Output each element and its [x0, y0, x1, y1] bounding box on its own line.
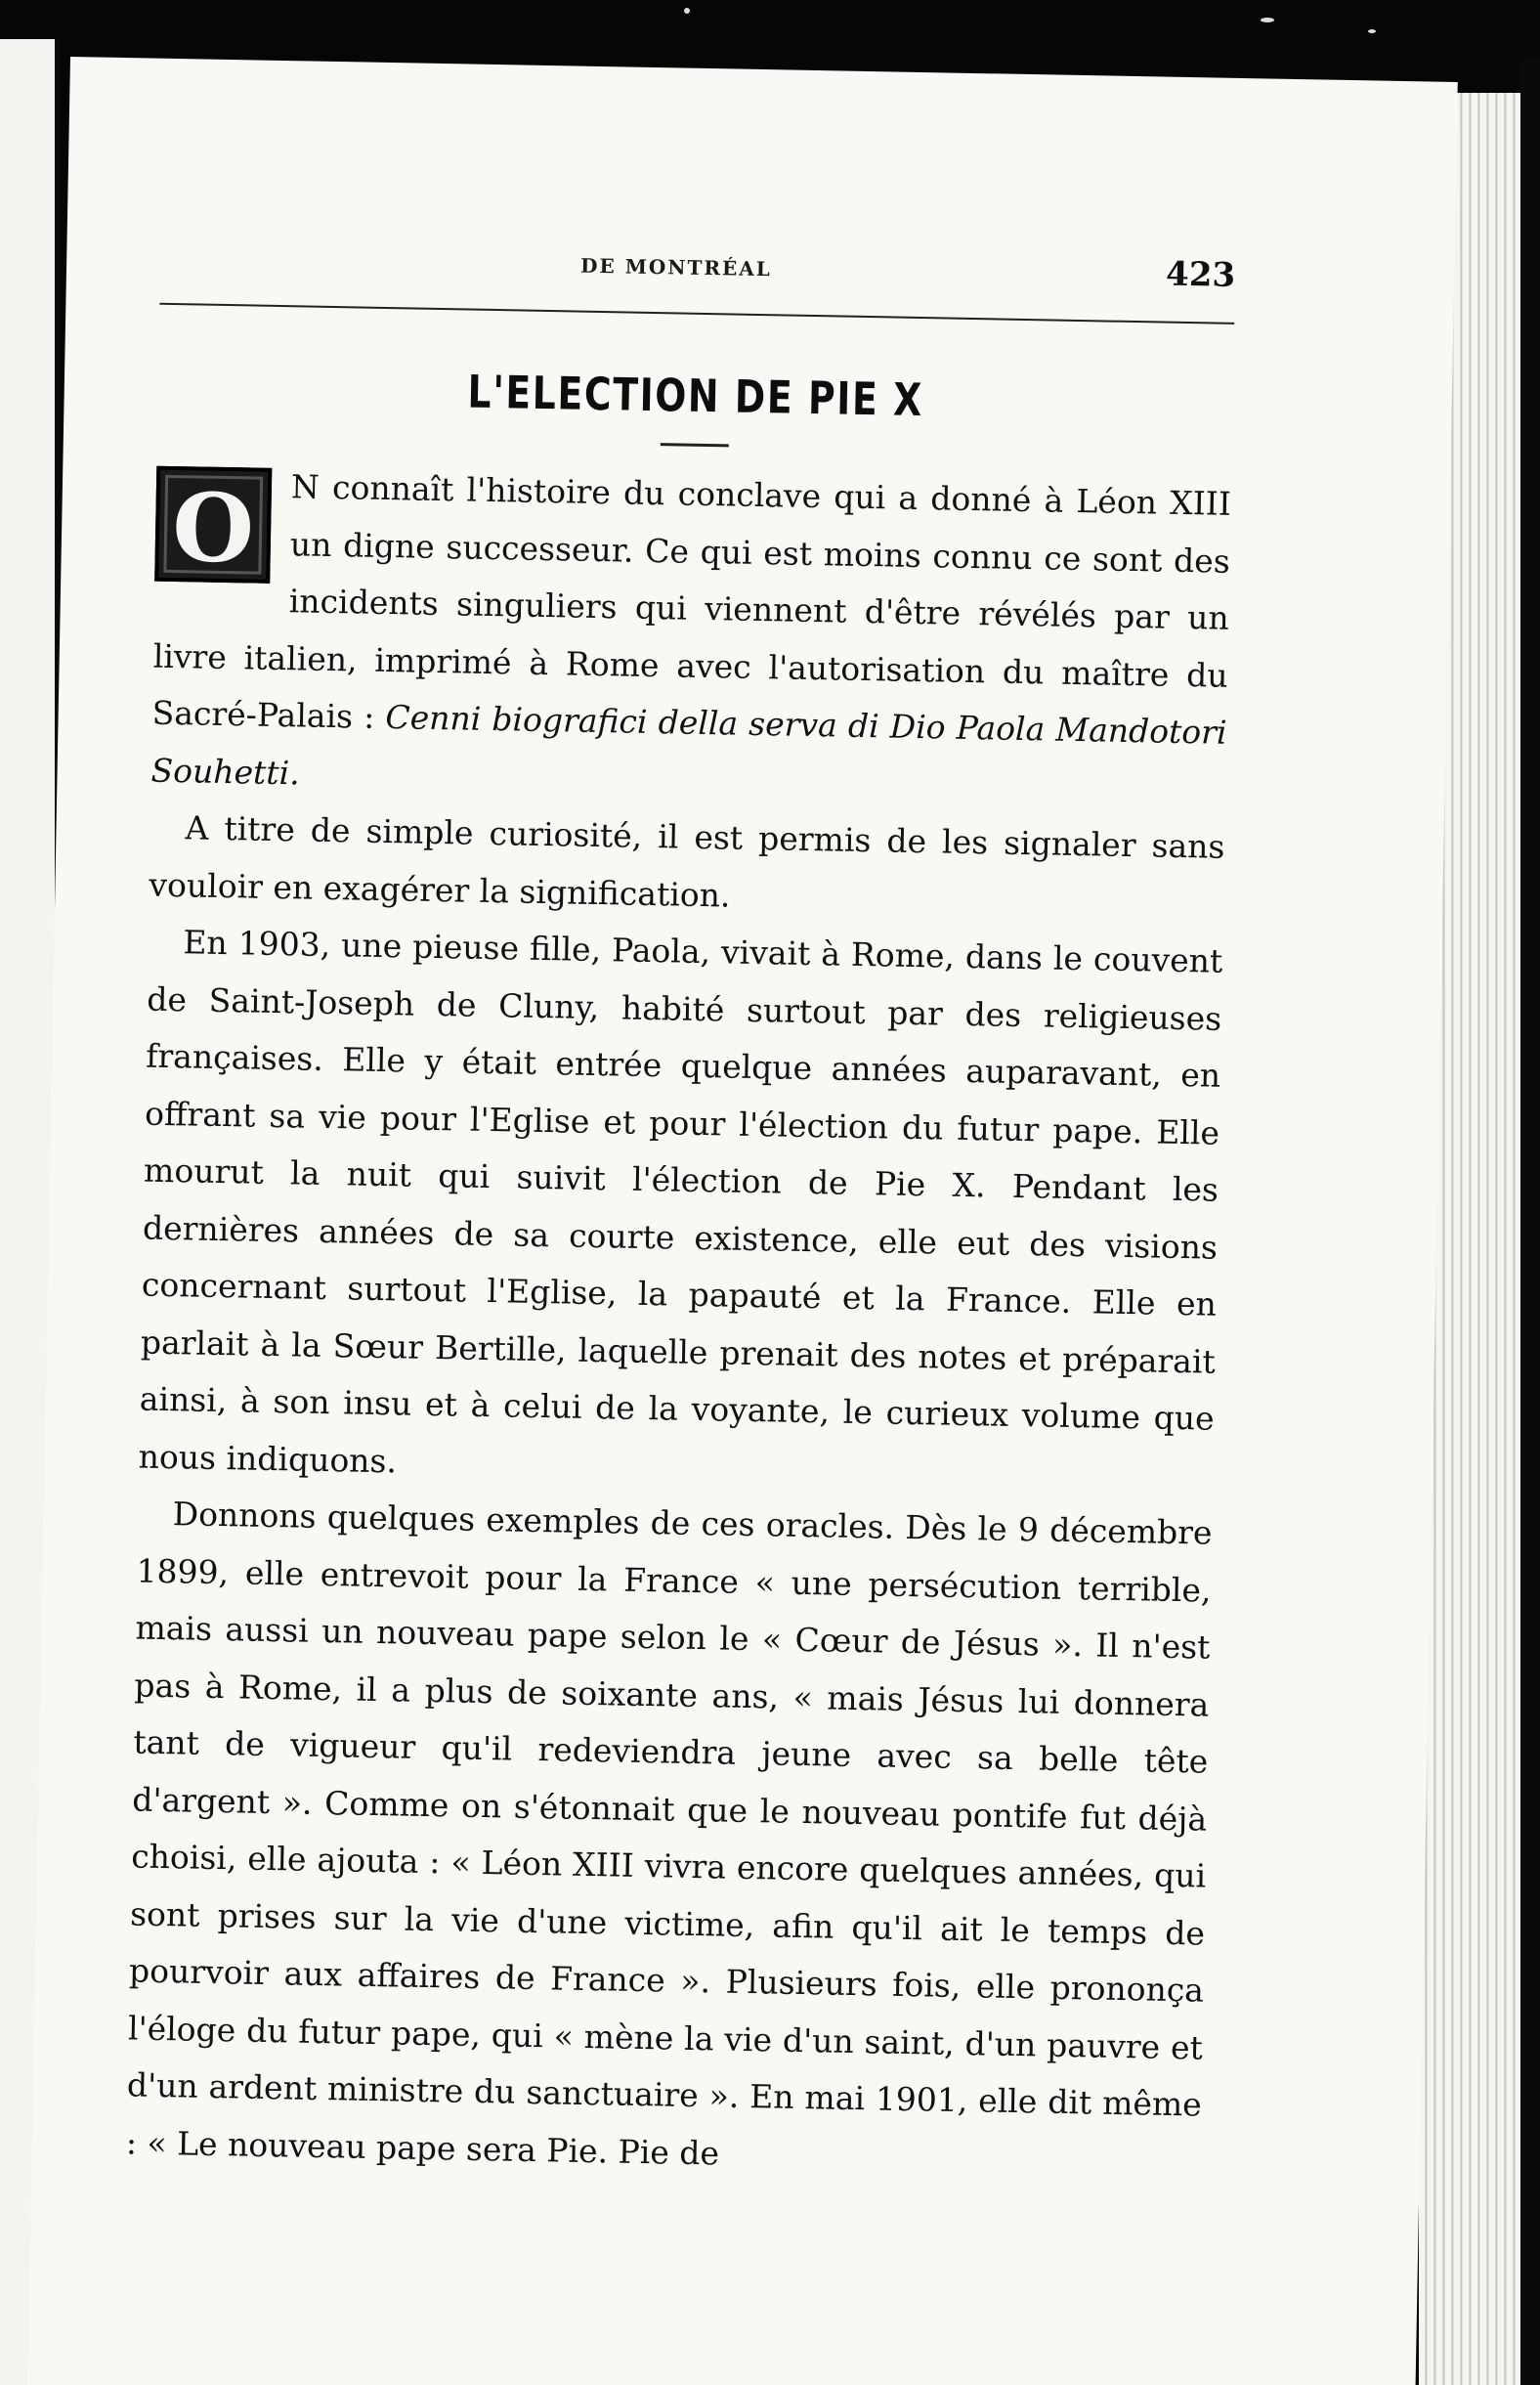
book-page [27, 57, 1457, 2385]
title-rule [661, 443, 729, 447]
paragraph-1 [150, 456, 1231, 819]
running-title: DE MONTRÉAL [579, 253, 773, 282]
paragraph-2: A titre de simple curiosité, il est permis de les signaler sans vouloir en exagérer la signification. [149, 808, 1225, 915]
running-head [160, 235, 1236, 313]
article-body [125, 456, 1231, 2191]
dust-speck [1368, 29, 1376, 33]
drop-cap: O [154, 466, 272, 584]
dust-speck [684, 8, 690, 14]
article-title: L'ELECTION DE PIE X [467, 365, 924, 427]
page-content [125, 235, 1235, 2191]
page-number: 423 [1165, 254, 1236, 295]
book-title-italic: Cenni biografici della serva di Dio Paola Mandotori Souhetti. [150, 698, 1227, 792]
paragraph-4: Donnons quelques exemples de ces oracles. Dès le 9 décembre 1899, elle entrevoit pour la France « une persécution terrible, mais aussi un nouveau pape selon le « Cœur de Jésus ». Il n'est pas à Rome, il a plus de soixante ans, « mais Jésus lui donnera tant de vigueur qu'il redeviendra jeune avec sa belle tête d'argent ». Comme on s'étonnait que le nouveau pontife fut déjà choisi, elle ajouta : « Léon XIII vivra encore quelques années, qui sont prises sur la vie d'une victime, afin qu'il ait le temps de pourvoir aux affaires de France ». Plusieurs fois, elle prononça l'éloge du futur pape, qui « mène la vie d'un saint, d'un pauvre et d'un ardent ministre du sanctuaire ». En mai 1901, elle dit même : « Le nouveau pape sera Pie. Pie de [125, 1495, 1213, 2173]
right-margin-shadow [1520, 59, 1540, 2385]
dust-speck [1261, 18, 1274, 22]
paragraph-3: En 1903, une pieuse fille, Paola, vivait à Rome, dans le couvent de Saint-Joseph de Cluny, habité surtout par des religieuses françaises. Elle y était entrée quelque années auparavant, en offrant sa vie pour l'Eglise et pour l'élection du futur pape. Elle mourut la nuit qui suivit l'élection de Pie X. Pendant les dernières années de sa courte existence, elle eut des visions concernant surtout l'Eglise, la papauté et la France. Elle en parlait à la Sœur Bertille, laquelle prenait des notes et préparait ainsi, à son insu et à celui de la voyante, le curieux volume que nous indiquons. [138, 923, 1223, 1480]
paragraph-1-text: N connaît l'histoire du conclave qui a donné à Léon XIII un digne successeur. Ce qui est moins connu ce sont des incidents singuliers qui viennent d'être révélés par un livre italien, imprimé à Rome avec l'autorisation du maître du Sacré-Palais : [151, 467, 1232, 737]
